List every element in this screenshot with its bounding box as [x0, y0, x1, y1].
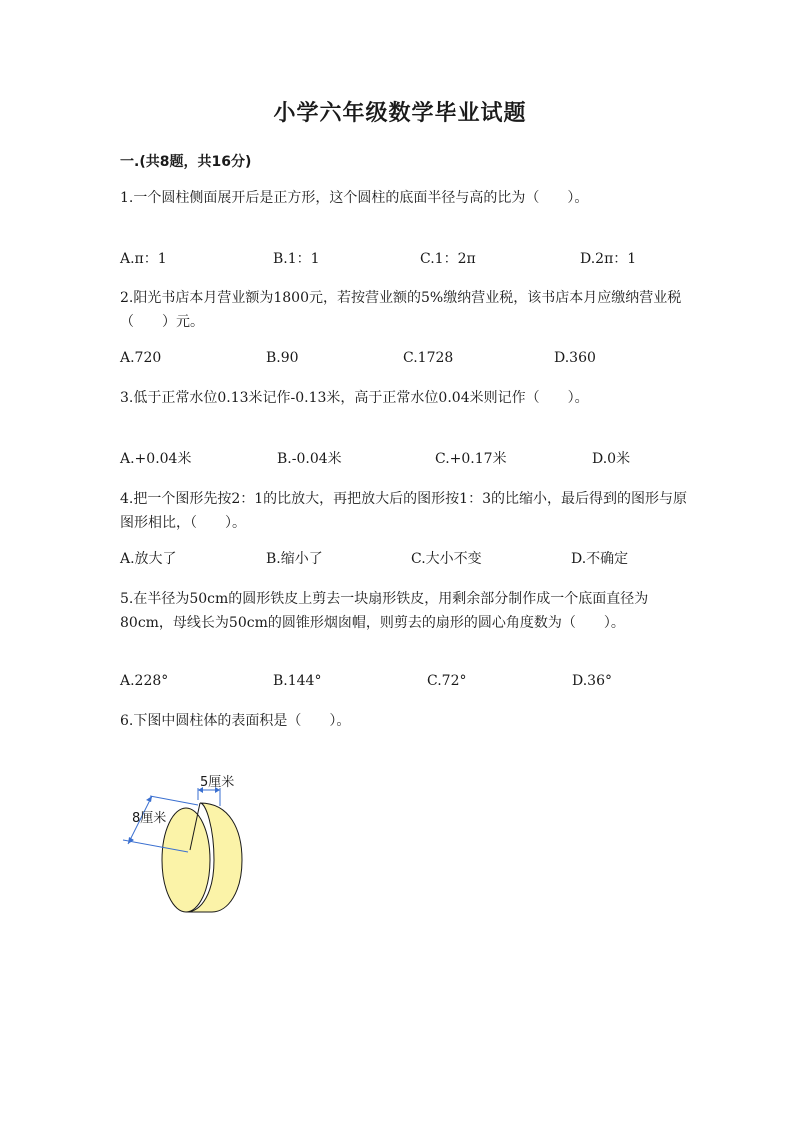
question-1-option-b[interactable]: B.1：1 — [273, 251, 320, 267]
question-1-option-d[interactable]: D.2π：1 — [580, 251, 637, 267]
label-width: 5厘米 — [200, 775, 235, 790]
question-5-option-a[interactable]: A.228° — [120, 673, 169, 689]
question-2-option-d[interactable]: D.360 — [554, 350, 596, 366]
question-5-option-c[interactable]: C.72° — [427, 673, 467, 689]
question-3-option-a[interactable]: A.+0.04米 — [120, 451, 192, 467]
question-2-option-a[interactable]: A.720 — [120, 350, 162, 366]
page-title: 小学六年级数学毕业试题 — [273, 101, 527, 126]
question-1: 1.一个圆柱侧面展开后是正方形，这个圆柱的底面半径与高的比为（ ）。 — [120, 190, 589, 206]
question-3-option-c[interactable]: C.+0.17米 — [435, 451, 507, 467]
question-4-option-a[interactable]: A.放大了 — [120, 551, 177, 567]
question-4-option-c[interactable]: C.大小不变 — [411, 551, 482, 567]
section-heading: 一.(共8题，共16分) — [120, 154, 252, 170]
question-1-option-a[interactable]: A.π：1 — [120, 251, 167, 267]
question-3-option-b[interactable]: B.-0.04米 — [277, 451, 342, 467]
cylinder-front-face — [162, 808, 210, 912]
question-4-option-d[interactable]: D.不确定 — [571, 551, 629, 567]
label-radius: 8厘米 — [132, 811, 167, 826]
question-4: 4.把一个图形先按2：1的比放大，再把放大后的图形按1：3的比缩小，最后得到的图形与原图形相比，（ ）。 — [120, 491, 687, 531]
question-1-option-c[interactable]: C.1：2π — [420, 251, 476, 267]
question-5-option-d[interactable]: D.36° — [572, 673, 612, 689]
question-2-option-c[interactable]: C.1728 — [403, 350, 454, 366]
question-3-option-d[interactable]: D.0米 — [592, 451, 631, 467]
question-2: 2.阳光书店本月营业额为1800元，若按营业额的5%缴纳营业税，该书店本月应缴纳营业税（ ）元。 — [120, 290, 682, 330]
question-4-option-b[interactable]: B.缩小了 — [266, 551, 323, 567]
question-5: 5.在半径为50cm的圆形铁皮上剪去一块扇形铁皮，用剩余部分制作成一个底面直径为80cm，母线长为50cm的圆锥形烟囱帽，则剪去的扇形的圆心角度数为（ ）。 — [120, 591, 649, 631]
question-5-option-b[interactable]: B.144° — [273, 673, 322, 689]
cylinder-figure — [118, 770, 258, 920]
question-6: 6.下图中圆柱体的表面积是（ ）。 — [120, 713, 351, 729]
question-3: 3.低于正常水位0.13米记作-0.13米，高于正常水位0.04米则记作（ ）。 — [120, 390, 589, 406]
question-2-option-b[interactable]: B.90 — [266, 350, 299, 366]
